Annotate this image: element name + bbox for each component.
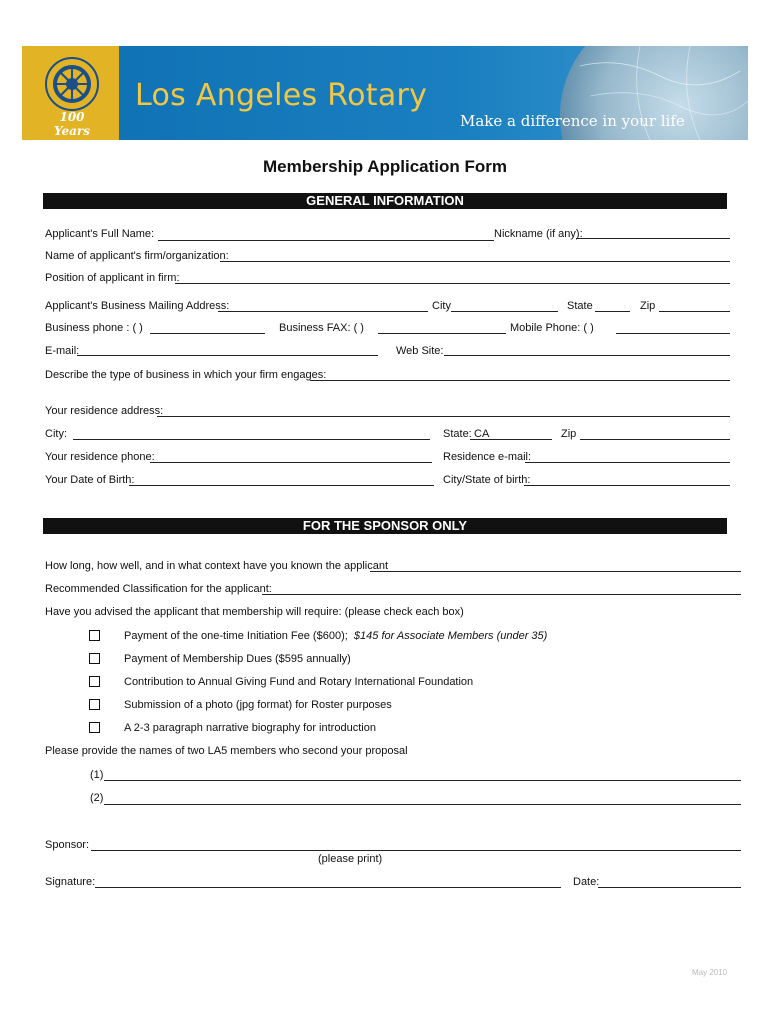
sponsor-name-field[interactable] [91, 850, 741, 851]
mailing-address-field[interactable] [218, 311, 428, 312]
state-field[interactable] [595, 311, 630, 312]
state-label: State [567, 300, 593, 312]
residence-zip-label: Zip [561, 428, 577, 440]
email-label: E-mail: [45, 345, 80, 357]
date-of-birth-field[interactable] [129, 485, 434, 486]
checkbox-initiation-fee[interactable] [89, 630, 100, 641]
tagline: Make a difference in your life [460, 112, 685, 130]
checklist-biography: A 2-3 paragraph narrative biography for introduction [124, 722, 376, 734]
city-label: City [432, 300, 451, 312]
rotary-wheel-icon [44, 56, 100, 112]
nickname-label: Nickname (if any): [494, 228, 583, 240]
date-field[interactable] [598, 887, 741, 888]
city-field[interactable] [451, 311, 558, 312]
seconder-2-label: (2) [90, 792, 104, 804]
residence-address-field[interactable] [157, 416, 730, 417]
date-of-birth-label: Your Date of Birth: [45, 474, 135, 486]
how-long-field[interactable] [370, 571, 741, 572]
residence-city-field[interactable] [73, 439, 430, 440]
position-field[interactable] [175, 283, 730, 284]
checklist-item-extra: $145 for Associate Members (under 35) [353, 630, 548, 642]
email-field[interactable] [77, 355, 378, 356]
logo-years-text: 100 Years [53, 110, 90, 138]
revision-date: May 2010 [692, 968, 728, 977]
residence-phone-label: Your residence phone: [45, 451, 155, 463]
website-field[interactable] [444, 355, 730, 356]
classification-field[interactable] [262, 594, 741, 595]
classification-label: Recommended Classification for the applicant: [45, 583, 272, 595]
checklist-item-text: Payment of the one-time Initiation Fee ($600); [124, 630, 348, 642]
business-phone-label: Business phone : ( ) [45, 322, 143, 334]
seconder-2-field[interactable] [104, 804, 741, 805]
checklist-photo: Submission of a photo (jpg format) for Roster purposes [124, 699, 392, 711]
residence-email-field[interactable] [525, 462, 730, 463]
section-header-general: GENERAL INFORMATION [43, 193, 727, 209]
please-print-note: (please print) [318, 853, 383, 865]
business-type-label: Describe the type of business in which your firm engages: [45, 369, 327, 381]
business-type-field[interactable] [310, 380, 730, 381]
zip-label: Zip [640, 300, 656, 312]
residence-email-label: Residence e-mail: [443, 451, 532, 463]
residence-zip-field[interactable] [580, 439, 730, 440]
website-label: Web Site: [396, 345, 444, 357]
birth-place-label: City/State of birth: [443, 474, 531, 486]
signature-label: Signature: [45, 876, 96, 888]
date-label: Date: [573, 876, 600, 888]
signature-field[interactable] [95, 887, 561, 888]
seconders-prompt: Please provide the names of two LA5 members who second your proposal [45, 745, 408, 757]
position-label: Position of applicant in firm: [45, 272, 180, 284]
residence-phone-field[interactable] [150, 462, 432, 463]
how-long-label: How long, how well, and in what context have you known the applicant [45, 560, 389, 572]
zip-field[interactable] [659, 311, 730, 312]
form-title: Membership Application Form [262, 157, 507, 176]
mobile-phone-label: Mobile Phone: ( ) [510, 322, 594, 334]
mobile-phone-field[interactable] [616, 333, 730, 334]
business-fax-label: Business FAX: ( ) [279, 322, 364, 334]
full-name-label: Applicant's Full Name: [45, 228, 155, 240]
mailing-address-label: Applicant's Business Mailing Address: [45, 300, 230, 312]
birth-place-field[interactable] [524, 485, 730, 486]
section-header-sponsor: FOR THE SPONSOR ONLY [43, 518, 727, 534]
seconder-1-field[interactable] [104, 780, 741, 781]
residence-state-label: State: [443, 428, 472, 440]
organization-name: Los Angeles Rotary [135, 78, 428, 113]
checklist-annual-giving: Contribution to Annual Giving Fund and Rotary International Foundation [124, 676, 474, 688]
checklist-initiation-fee [124, 630, 547, 643]
seconder-1-label: (1) [90, 769, 104, 781]
residence-address-label: Your residence address: [45, 405, 164, 417]
sponsor-label: Sponsor: [45, 839, 90, 851]
checkbox-annual-giving[interactable] [89, 676, 100, 687]
business-phone-field[interactable] [150, 333, 265, 334]
residence-city-label: City: [45, 428, 67, 440]
advised-label: Have you advised the applicant that membership will require: (please check each box) [45, 606, 464, 618]
firm-label: Name of applicant's firm/organization: [45, 250, 229, 262]
firm-field[interactable] [220, 261, 730, 262]
checkbox-membership-dues[interactable] [89, 653, 100, 664]
checkbox-photo[interactable] [89, 699, 100, 710]
checklist-membership-dues: Payment of Membership Dues ($595 annually) [124, 653, 351, 665]
checkbox-biography[interactable] [89, 722, 100, 733]
residence-state-value: CA [474, 428, 490, 440]
nickname-field[interactable] [576, 238, 730, 239]
full-name-field[interactable] [158, 240, 494, 241]
business-fax-field[interactable] [378, 333, 506, 334]
